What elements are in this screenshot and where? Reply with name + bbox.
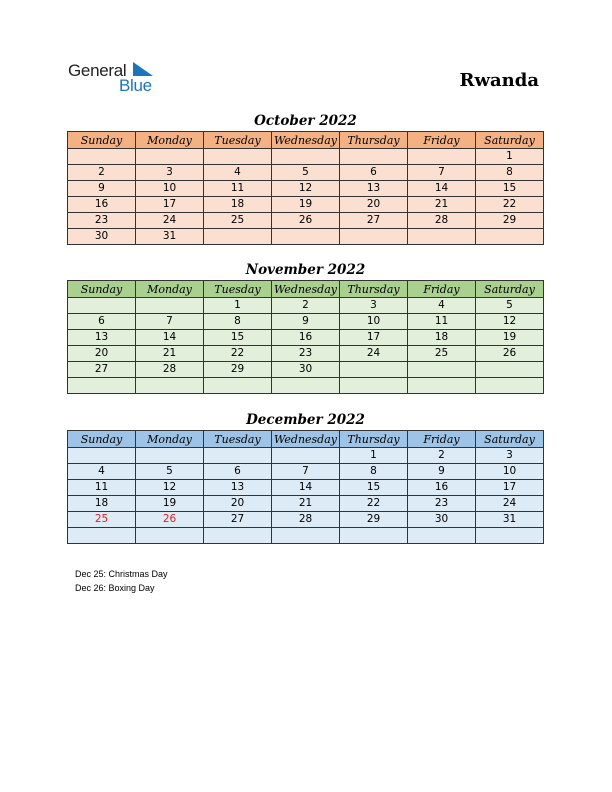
month-title: December 2022: [246, 412, 365, 428]
day-cell: 15: [476, 181, 544, 197]
logo-text-general: General: [68, 61, 127, 80]
weekday-header: Thursday: [340, 431, 408, 448]
day-cell: 24: [136, 213, 204, 229]
day-cell: [136, 298, 204, 314]
logo-text-blue: Blue: [119, 76, 152, 95]
week-row: [68, 464, 544, 480]
week-row: [68, 496, 544, 512]
day-cell: 24: [476, 496, 544, 512]
week-row: [68, 512, 544, 528]
week-row: [68, 165, 544, 181]
weekday-header: Wednesday: [272, 132, 340, 149]
day-cell: 11: [68, 480, 136, 496]
month-october: [67, 111, 544, 245]
day-cell: [68, 298, 136, 314]
day-cell: [340, 378, 408, 394]
day-cell: 15: [204, 330, 272, 346]
calendar-table: [67, 131, 544, 245]
week-row: [68, 197, 544, 213]
weekday-header-row: [68, 431, 544, 448]
day-cell: 27: [204, 512, 272, 528]
day-cell: [68, 149, 136, 165]
day-cell: 31: [136, 229, 204, 245]
day-cell: 7: [272, 464, 340, 480]
day-cell: [204, 229, 272, 245]
day-cell: [204, 448, 272, 464]
day-cell: 28: [272, 512, 340, 528]
day-cell: [136, 149, 204, 165]
day-cell: 21: [136, 346, 204, 362]
day-cell: 6: [68, 314, 136, 330]
day-cell: 25: [204, 213, 272, 229]
day-cell: 5: [272, 165, 340, 181]
day-cell: 29: [204, 362, 272, 378]
day-cell: 25: [408, 346, 476, 362]
day-cell: 20: [204, 496, 272, 512]
day-cell: [204, 149, 272, 165]
day-cell: 26: [136, 512, 204, 528]
day-cell: 29: [476, 213, 544, 229]
day-cell: 28: [136, 362, 204, 378]
day-cell: [204, 528, 272, 544]
day-cell: [272, 378, 340, 394]
day-cell: 5: [136, 464, 204, 480]
month-november: [67, 260, 544, 394]
day-cell: 10: [340, 314, 408, 330]
day-cell: 17: [136, 197, 204, 213]
day-cell: 2: [68, 165, 136, 181]
weekday-header: Sunday: [68, 431, 136, 448]
day-cell: 22: [476, 197, 544, 213]
weekday-header: Monday: [136, 281, 204, 298]
day-cell: 6: [204, 464, 272, 480]
day-cell: [476, 378, 544, 394]
day-cell: [476, 362, 544, 378]
weekday-header-row: [68, 132, 544, 149]
day-cell: 11: [204, 181, 272, 197]
day-cell: [408, 378, 476, 394]
day-cell: 16: [272, 330, 340, 346]
day-cell: 12: [272, 181, 340, 197]
day-cell: 19: [136, 496, 204, 512]
holiday-note: Dec 26: Boxing Day: [75, 582, 155, 593]
weekday-header: Saturday: [476, 132, 544, 149]
day-cell: 8: [340, 464, 408, 480]
day-cell: 3: [476, 448, 544, 464]
day-cell: 21: [272, 496, 340, 512]
weekday-header: Tuesday: [204, 132, 272, 149]
day-cell: 17: [340, 330, 408, 346]
day-cell: [476, 229, 544, 245]
day-cell: 13: [68, 330, 136, 346]
day-cell: [272, 528, 340, 544]
day-cell: 17: [476, 480, 544, 496]
day-cell: 9: [68, 181, 136, 197]
day-cell: [408, 149, 476, 165]
weekday-header: Wednesday: [272, 431, 340, 448]
day-cell: 19: [476, 330, 544, 346]
day-cell: [340, 528, 408, 544]
day-cell: 11: [408, 314, 476, 330]
week-row: [68, 213, 544, 229]
day-cell: [340, 149, 408, 165]
day-cell: [408, 528, 476, 544]
logo-triangle-icon: [133, 62, 153, 78]
day-cell: 4: [204, 165, 272, 181]
day-cell: 19: [272, 197, 340, 213]
day-cell: [272, 448, 340, 464]
day-cell: 16: [68, 197, 136, 213]
week-row: [68, 480, 544, 496]
day-cell: 20: [68, 346, 136, 362]
weekday-header: Saturday: [476, 281, 544, 298]
day-cell: 29: [340, 512, 408, 528]
day-cell: 10: [476, 464, 544, 480]
week-row: [68, 378, 544, 394]
weekday-header: Friday: [408, 431, 476, 448]
country-title: Rwanda: [459, 70, 539, 91]
day-cell: [68, 528, 136, 544]
weekday-header: Wednesday: [272, 281, 340, 298]
day-cell: [272, 229, 340, 245]
holiday-note: Dec 25: Christmas Day: [75, 569, 168, 579]
day-cell: 13: [204, 480, 272, 496]
day-cell: 8: [476, 165, 544, 181]
day-cell: 16: [408, 480, 476, 496]
day-cell: 18: [68, 496, 136, 512]
weekday-header: Friday: [408, 132, 476, 149]
day-cell: 7: [408, 165, 476, 181]
day-cell: 26: [272, 213, 340, 229]
holiday-notes: [75, 568, 168, 595]
day-cell: 21: [408, 197, 476, 213]
week-row: [68, 448, 544, 464]
day-cell: [136, 528, 204, 544]
week-row: [68, 149, 544, 165]
day-cell: 9: [272, 314, 340, 330]
day-cell: 26: [476, 346, 544, 362]
day-cell: 23: [68, 213, 136, 229]
day-cell: 24: [340, 346, 408, 362]
day-cell: 23: [272, 346, 340, 362]
day-cell: 3: [340, 298, 408, 314]
month-title: October 2022: [254, 113, 357, 129]
day-cell: 9: [408, 464, 476, 480]
week-row: [68, 314, 544, 330]
weekday-header: Sunday: [68, 281, 136, 298]
day-cell: 2: [408, 448, 476, 464]
day-cell: [340, 362, 408, 378]
day-cell: 27: [68, 362, 136, 378]
day-cell: [476, 528, 544, 544]
day-cell: [204, 378, 272, 394]
day-cell: [340, 229, 408, 245]
week-row: [68, 298, 544, 314]
day-cell: 1: [340, 448, 408, 464]
day-cell: 13: [340, 181, 408, 197]
day-cell: 27: [340, 213, 408, 229]
weekday-header: Sunday: [68, 132, 136, 149]
day-cell: [136, 448, 204, 464]
weekday-header: Saturday: [476, 431, 544, 448]
day-cell: 6: [340, 165, 408, 181]
calendar-table: [67, 280, 544, 394]
day-cell: 3: [136, 165, 204, 181]
weekday-header: Tuesday: [204, 281, 272, 298]
weekday-header: Friday: [408, 281, 476, 298]
day-cell: 22: [340, 496, 408, 512]
day-cell: 25: [68, 512, 136, 528]
day-cell: 30: [408, 512, 476, 528]
day-cell: 2: [272, 298, 340, 314]
day-cell: 5: [476, 298, 544, 314]
day-cell: 23: [408, 496, 476, 512]
day-cell: 22: [204, 346, 272, 362]
day-cell: [408, 362, 476, 378]
day-cell: 1: [476, 149, 544, 165]
day-cell: 4: [408, 298, 476, 314]
weekday-header: Thursday: [340, 281, 408, 298]
week-row: [68, 181, 544, 197]
day-cell: 28: [408, 213, 476, 229]
day-cell: 31: [476, 512, 544, 528]
generalblue-logo: [68, 61, 168, 97]
day-cell: 15: [340, 480, 408, 496]
day-cell: 20: [340, 197, 408, 213]
weekday-header: Monday: [136, 431, 204, 448]
month-title: November 2022: [245, 262, 366, 278]
week-row: [68, 229, 544, 245]
week-row: [68, 346, 544, 362]
weekday-header-row: [68, 281, 544, 298]
week-row: [68, 330, 544, 346]
day-cell: [272, 149, 340, 165]
day-cell: [136, 378, 204, 394]
day-cell: 4: [68, 464, 136, 480]
calendar-table: [67, 430, 544, 544]
day-cell: 12: [476, 314, 544, 330]
day-cell: [408, 229, 476, 245]
day-cell: 30: [68, 229, 136, 245]
weekday-header: Tuesday: [204, 431, 272, 448]
day-cell: [68, 378, 136, 394]
week-row: [68, 528, 544, 544]
day-cell: [68, 448, 136, 464]
day-cell: 14: [136, 330, 204, 346]
week-row: [68, 362, 544, 378]
day-cell: 10: [136, 181, 204, 197]
day-cell: 14: [272, 480, 340, 496]
month-december: [67, 410, 544, 544]
day-cell: 1: [204, 298, 272, 314]
day-cell: 18: [204, 197, 272, 213]
day-cell: 7: [136, 314, 204, 330]
day-cell: 8: [204, 314, 272, 330]
day-cell: 30: [272, 362, 340, 378]
day-cell: 18: [408, 330, 476, 346]
weekday-header: Thursday: [340, 132, 408, 149]
day-cell: 12: [136, 480, 204, 496]
day-cell: 14: [408, 181, 476, 197]
weekday-header: Monday: [136, 132, 204, 149]
